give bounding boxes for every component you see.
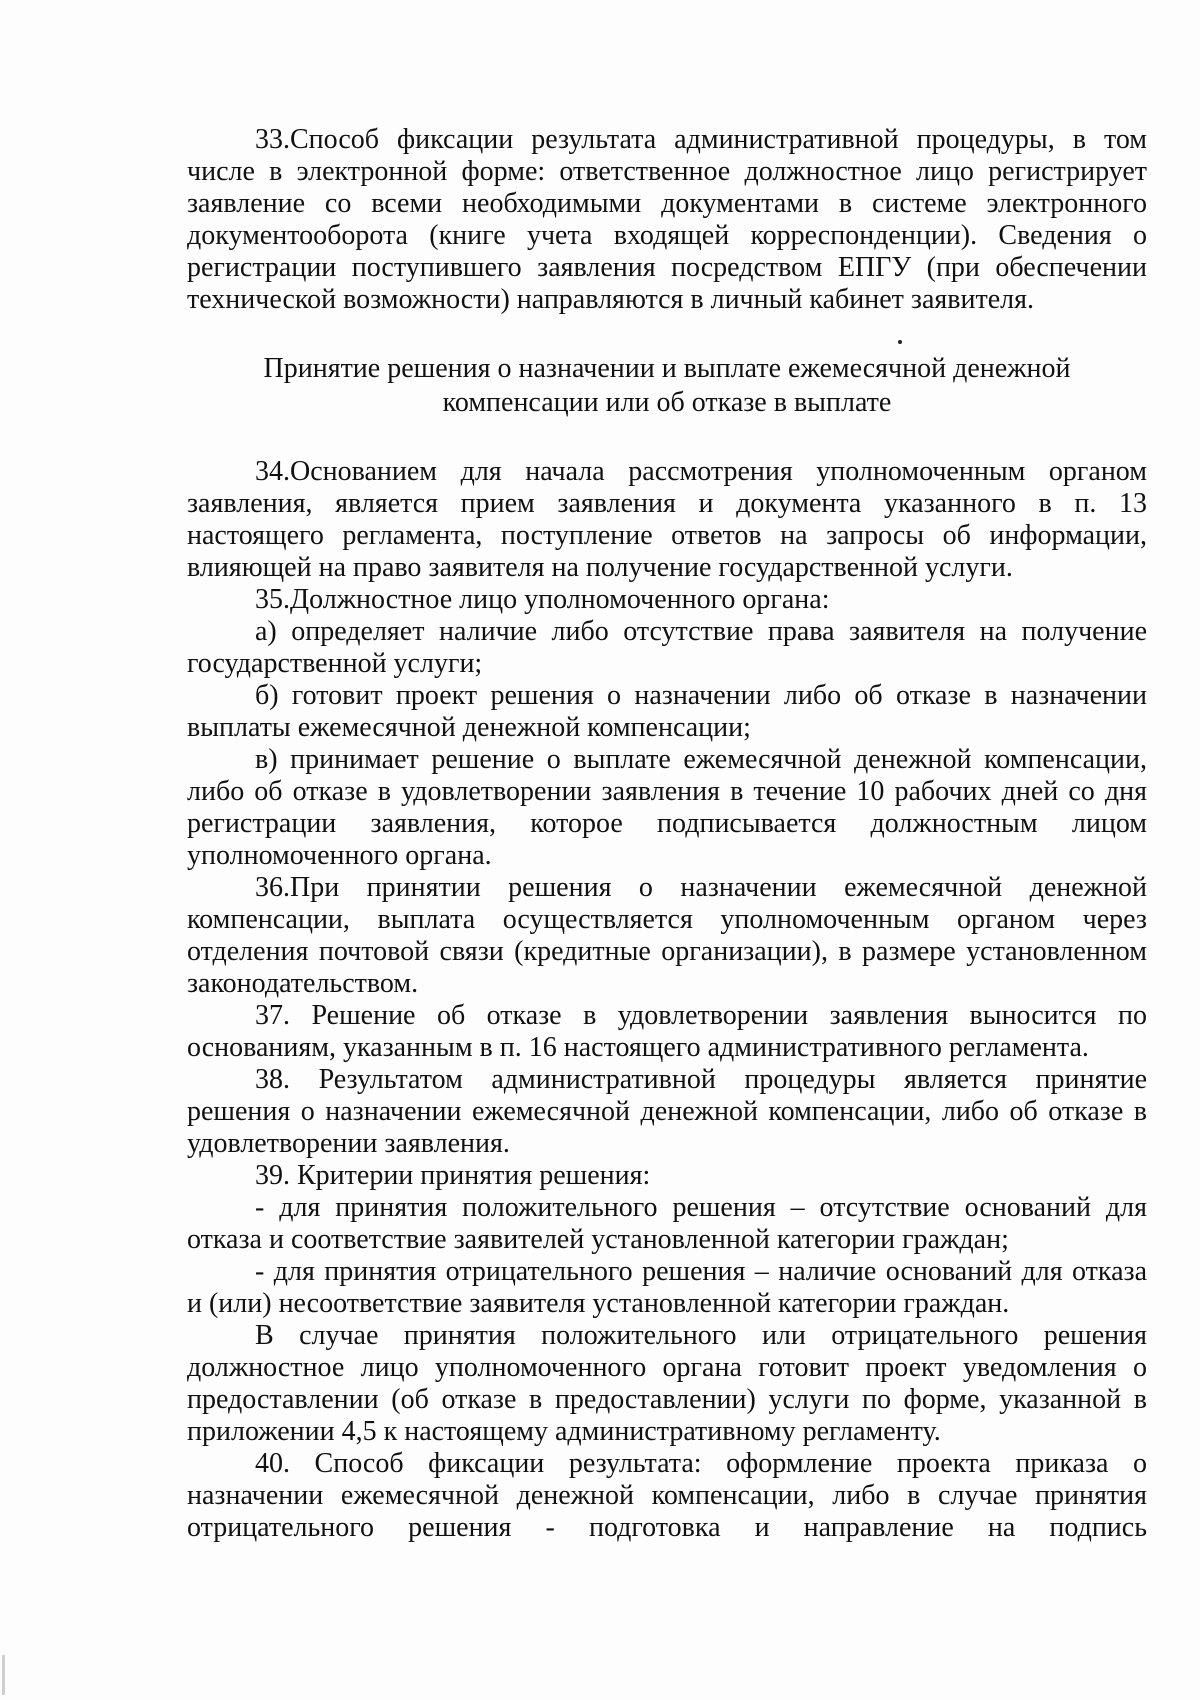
scan-edge-mark (2, 1655, 5, 1695)
paragraph-38: 38. Результатом административной процедуры является принятие решения о назначении ежемесячной денежной компенсации, либо об отказе в удовлетворении заявления. (187, 1064, 1147, 1159)
paragraph-39-negative: - для принятия отрицательного решения – наличие оснований для отказа и (или) несоответствие заявителя установленной категории граждан. (187, 1256, 1147, 1319)
paragraph-35-b: б) готовит проект решения о назначении либо об отказе в назначении выплаты ежемесячной денежной компенсации; (187, 680, 1147, 743)
paragraph-37: 37. Решение об отказе в удовлетворении заявления выносится по основаниям, указанным в п. 16 настоящего административного регламента. (187, 1000, 1147, 1063)
paragraph-34: 34.Основанием для начала рассмотрения уполномоченным органом заявления, является прием заявления и документа указанного в п. 13 настоящего регламента, поступление ответов на запросы об информации, влияющей на право заявителя на получение государственной услуги. (187, 456, 1147, 583)
paragraph-35: 35.Должностное лицо уполномоченного органа: (255, 584, 830, 615)
paragraph-39-positive: - для принятия положительного решения – отсутствие оснований для отказа и соответствие заявителей установленной категории граждан; (187, 1192, 1147, 1255)
paragraph-33: 33.Способ фиксации результата административной процедуры, в том числе в электронной форме: ответственное должностное лицо регистрирует заявление со всеми необходимыми документами в системе электронного документооборота (книге учета входящей корреспонденции). Сведения о регистрации поступившего заявления посредством ЕПГУ (при обеспечении технической возможности) направляются в личный кабинет заявителя. (187, 124, 1147, 315)
paragraph-40: 40. Способ фиксации результата: оформление проекта приказа о назначении ежемесячной денежной компенсации, либо в случае принятия отрицательного решения - подготовка и направление на подпись (187, 1448, 1147, 1543)
paragraph-35-a: а) определяет наличие либо отсутствие права заявителя на получение государственной услуги; (187, 616, 1147, 679)
paragraph-39: 39. Критерии принятия решения: (255, 1160, 651, 1191)
paragraph-35-c: в) принимает решение о выплате ежемесячной денежной компенсации, либо об отказе в удовлетворении заявления в течение 10 рабочих дней со дня регистрации заявления, которое подписывается должностным лицом уполномоченного органа. (187, 744, 1147, 871)
paragraph-39-notice: В случае принятия положительного или отрицательного решения должностное лицо уполномоченного органа готовит проект уведомления о предоставлении (об отказе в предоставлении) услуги по форме, указанной в приложении 4,5 к настоящему административному регламенту. (187, 1320, 1147, 1447)
paragraph-36: 36.При принятии решения о назначении ежемесячной денежной компенсации, выплата осуществляется уполномоченным органом через отделения почтовой связи (кредитные организации), в размере установленном законодательством. (187, 872, 1147, 999)
section-heading: Принятие решения о назначении и выплате ежемесячной денежной компенсации или об отказе в выплате (263, 353, 1071, 418)
scan-dot (898, 340, 902, 344)
document-body (187, 124, 1147, 1544)
